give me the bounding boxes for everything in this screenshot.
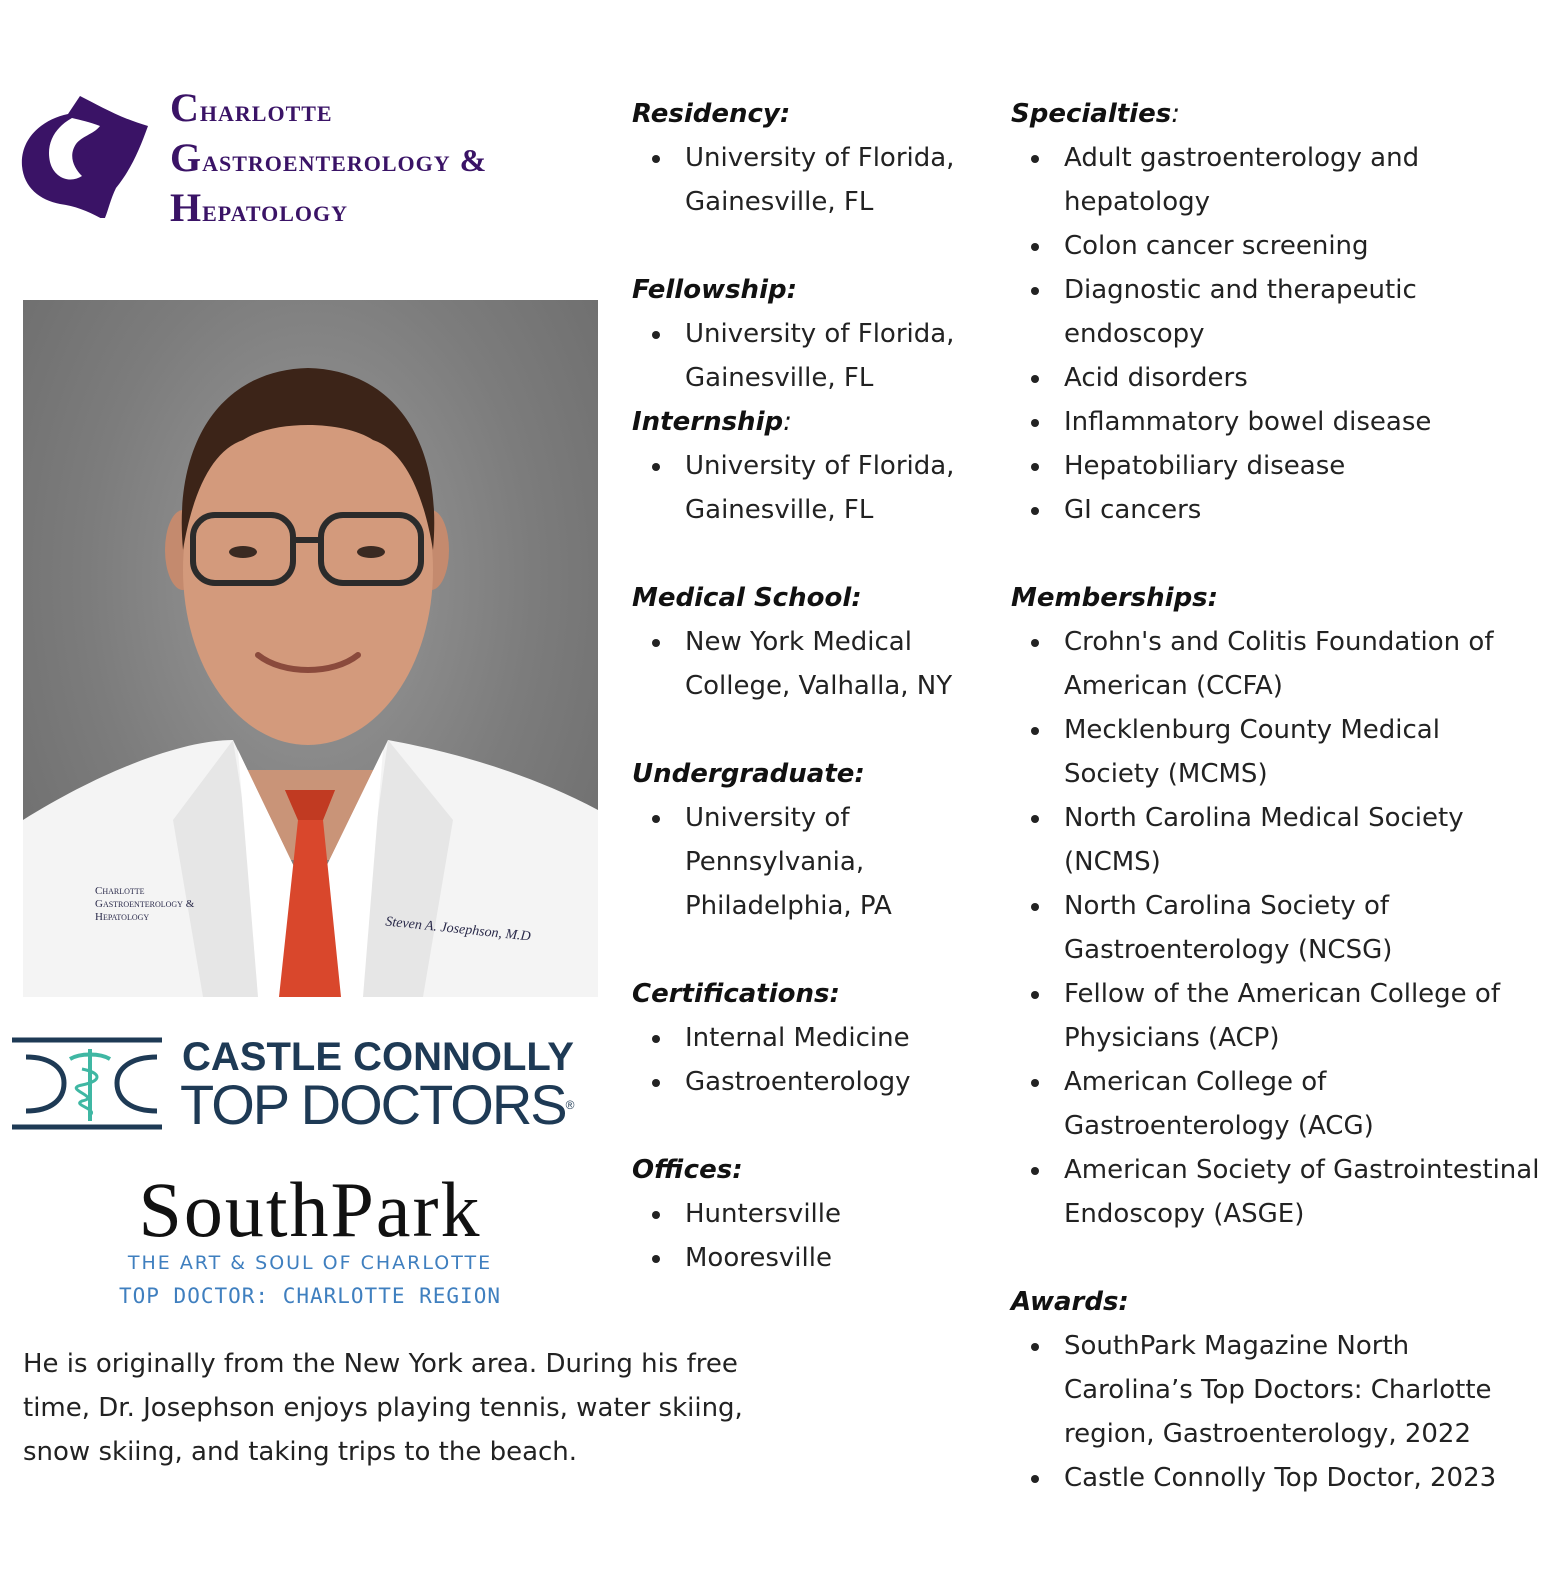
list-item: Internal Medicine — [632, 1016, 1002, 1060]
education-column — [632, 92, 1002, 1280]
southpark-award-subtitle: TOP DOCTOR: CHARLOTTE REGION — [118, 1284, 501, 1308]
castle-connolly-logo — [12, 1035, 612, 1135]
southpark-title: SouthPark — [138, 1166, 482, 1253]
list-item: American College of Gastroenterology (ACG) — [1011, 1060, 1424, 1148]
list-item: Mooresville — [632, 1236, 1002, 1280]
list-item: University of Florida, Gainesville, FL — [632, 136, 1002, 224]
list-item: North Carolina Medical Society (NCMS) — [1011, 796, 1504, 884]
list-item: Mecklenburg County Medical Society (MCMS) — [1011, 708, 1484, 796]
residency-section — [632, 92, 1002, 224]
internship-section — [632, 400, 1002, 532]
list-item: Acid disorders — [1011, 356, 1545, 400]
southpark-tagline: THE ART & SOUL OF CHARLOTTE — [127, 1252, 493, 1274]
section-title: Residency: — [632, 99, 791, 129]
list-item: Inflammatory bowel disease — [1011, 400, 1545, 444]
section-title: Offices: — [632, 1155, 743, 1185]
top-doctors-title: TOP DOCTORS® — [180, 1073, 575, 1136]
list-item: Gastroenterology — [632, 1060, 1002, 1104]
coat-logo: Charlotte Gastroenterology & Hepatology — [95, 885, 195, 923]
list-item: Fellow of the American College of Physicians (ACP) — [1011, 972, 1534, 1060]
memberships-section — [1011, 576, 1545, 1236]
list-item: University of Florida, Gainesville, FL — [632, 312, 1002, 400]
section-title: Specialties: — [1011, 99, 1180, 129]
certifications-section — [632, 972, 1002, 1104]
practice-logo — [20, 84, 600, 230]
list-item: Colon cancer screening — [1011, 224, 1545, 268]
undergraduate-section — [632, 752, 1002, 928]
coat-embroidered-name: Steven A. Josephson, M.D — [384, 914, 532, 945]
doctor-photo — [23, 300, 598, 997]
fellowship-section — [632, 268, 1002, 400]
caduceus-icon — [12, 1035, 167, 1135]
list-item: Adult gastroenterology and hepatology — [1011, 136, 1464, 224]
list-item: Hepatobiliary disease — [1011, 444, 1545, 488]
credentials-column — [1011, 92, 1545, 1500]
awards-section — [1011, 1280, 1545, 1500]
list-item: Crohn's and Colitis Foundation of American (CCFA) — [1011, 620, 1524, 708]
list-item: New York Medical College, Valhalla, NY — [632, 620, 1002, 708]
section-title: Awards: — [1011, 1287, 1129, 1317]
section-title: Internship: — [632, 407, 792, 437]
offices-section — [632, 1148, 1002, 1280]
specialties-section — [1011, 92, 1545, 532]
list-item: American Society of Gastrointestinal Endoscopy (ASGE) — [1011, 1148, 1544, 1236]
wolf-head-icon — [20, 88, 150, 218]
list-item: SouthPark Magazine North Carolina’s Top Doctors: Charlotte region, Gastroenterology, 2022 — [1011, 1324, 1504, 1456]
section-title: Certifications: — [632, 979, 840, 1009]
section-title: Memberships: — [1011, 583, 1219, 613]
medical-school-section — [632, 576, 1002, 708]
southpark-logo — [20, 1166, 600, 1320]
castle-connolly-title: CASTLE CONNOLLY — [182, 1035, 574, 1079]
list-item: North Carolina Society of Gastroenterology (NCSG) — [1011, 884, 1434, 972]
list-item: Huntersville — [632, 1192, 1002, 1236]
bio-paragraph: He is originally from the New York area. During his free time, Dr. Josephson enjoys playing tennis, water skiing, snow skiing, and taking trips to the beach. — [23, 1349, 743, 1467]
list-item: GI cancers — [1011, 488, 1545, 532]
list-item: Diagnostic and therapeutic endoscopy — [1011, 268, 1464, 356]
list-item: University of Florida, Gainesville, FL — [632, 444, 1002, 532]
practice-name: Charlotte Gastroenterology & Hepatology — [170, 85, 488, 230]
section-title: Medical School: — [632, 583, 862, 613]
section-title: Undergraduate: — [632, 759, 865, 789]
list-item: University of Pennsylvania, Philadelphia, PA — [632, 796, 905, 928]
list-item: Castle Connolly Top Doctor, 2023 — [1011, 1456, 1544, 1500]
section-title: Fellowship: — [632, 275, 797, 305]
